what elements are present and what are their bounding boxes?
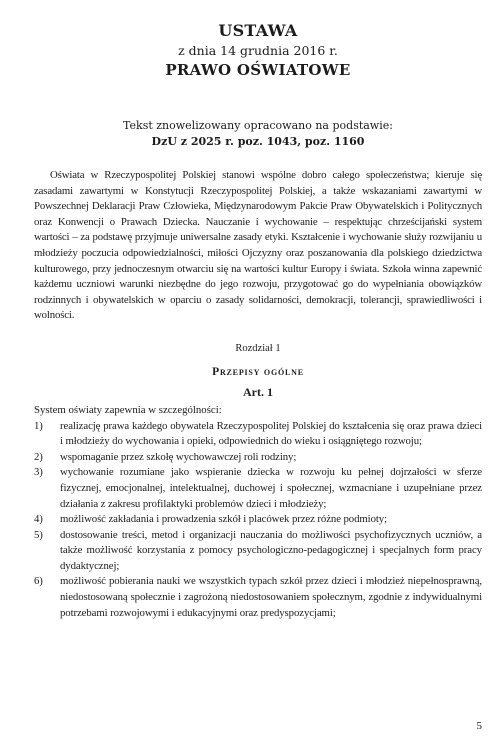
list-item [34,450,482,466]
source-note [34,118,482,150]
act-date: z dnia 14 grudnia 2016 r. [178,43,338,58]
article-label: Art. 1 [243,384,273,399]
point-number: 4) [34,513,43,526]
point-text: realizację prawa każdego obywatela Rzeczypospolitej Polskiej do kształcenia się oraz prawa dzieci i młodzieży do wychowania i opieki, odpowiednich do wieku i osiągniętego rozwoju; [60,419,482,448]
source-reference: DzU z 2025 r. poz. 1043, poz. 1160 [151,135,365,148]
preamble: Oświata w Rzeczypospolitej Polskiej stanowi wspólne dobro całego społeczeństwa; kieruje się zasadami zawartymi w Konstytucji Rzeczypospolitej Polskiej, a także wskazaniami zawartymi w Powszechnej Deklaracji Praw Człowieka, Międzynarodowym Pakcie Praw Obywatelskich i Politycznych oraz Konwencji o Prawach Dziecka. Nauczanie i wychowanie – respektując chrześcijański system wartości – za podstawę przyjmuje uniwersalne zasady etyki. Kształcenie i wychowanie służy rozwijaniu u młodzieży poczucia odpowiedzialności, miłości Ojczyzny oraz poszanowania dla polskiego dziedzictwa kulturowego, przy jednoczesnym otwarciu się na wartości kultur Europy i świata. Szkoła winna zapewnić każdemu uczniowi warunki niezbędne do jego rozwoju, przygotować go do wypełniania obowiązków rodzinnych i obywatelskich w oparciu o zasady solidarności, demokracji, tolerancji, sprawiedliwości i wolności. [34,169,482,322]
list-item [34,465,482,512]
point-number: 5) [34,528,43,541]
act-title: USTAWA [218,21,298,40]
point-text: możliwość pobierania nauki we wszystkich typach szkół przez dzieci i młodzież niepełnosprawną, niedostosowaną społecznie i zagrożoną niedostosowaniem społecznym, zgodnie z indywidualnymi potrzebami rozwojowymi i edukacyjnymi oraz predyspozycjami; [60,575,482,619]
document-page [34,20,482,621]
point-text: możliwość zakładania i prowadzenia szkół i placówek przez różne podmioty; [60,513,387,526]
point-number: 6) [34,575,43,588]
act-name: PRAWO OŚWIATOWE [165,61,351,79]
point-number: 3) [34,466,43,479]
chapter-label: Rozdział 1 [235,342,281,354]
chapter-title: Przepisy ogólne [212,365,304,378]
point-number: 2) [34,450,43,463]
point-text: wychowanie rozumiane jako wspieranie dziecka w rozwoju ku pełnej dojrzałości w sferze fizycznej, emocjonalnej, intelektualnej, duchowej i społecznej, wzmacniane i uzupełniane przez działania z zakresu profilaktyki problemów dzieci i młodzieży; [60,466,482,510]
source-note-line: Tekst znowelizowany opracowano na podstawie: [123,119,393,132]
list-item [34,574,482,621]
list-item [34,528,482,575]
article-intro: System oświaty zapewnia w szczególności: [34,403,222,416]
point-text: dostosowanie treści, metod i organizacji nauczania do możliwości psychofizycznych uczniów, a także możliwość korzystania z pomocy psychologiczno-pedagogicznej i specjalnych form pracy dydaktycznej; [60,528,482,572]
point-text: wspomaganie przez szkołę wychowawczej roli rodziny; [60,450,297,463]
list-item [34,512,482,528]
page-number: 5 [476,720,482,732]
point-number: 1) [34,419,43,432]
list-item [34,419,482,450]
article-points [34,419,482,622]
